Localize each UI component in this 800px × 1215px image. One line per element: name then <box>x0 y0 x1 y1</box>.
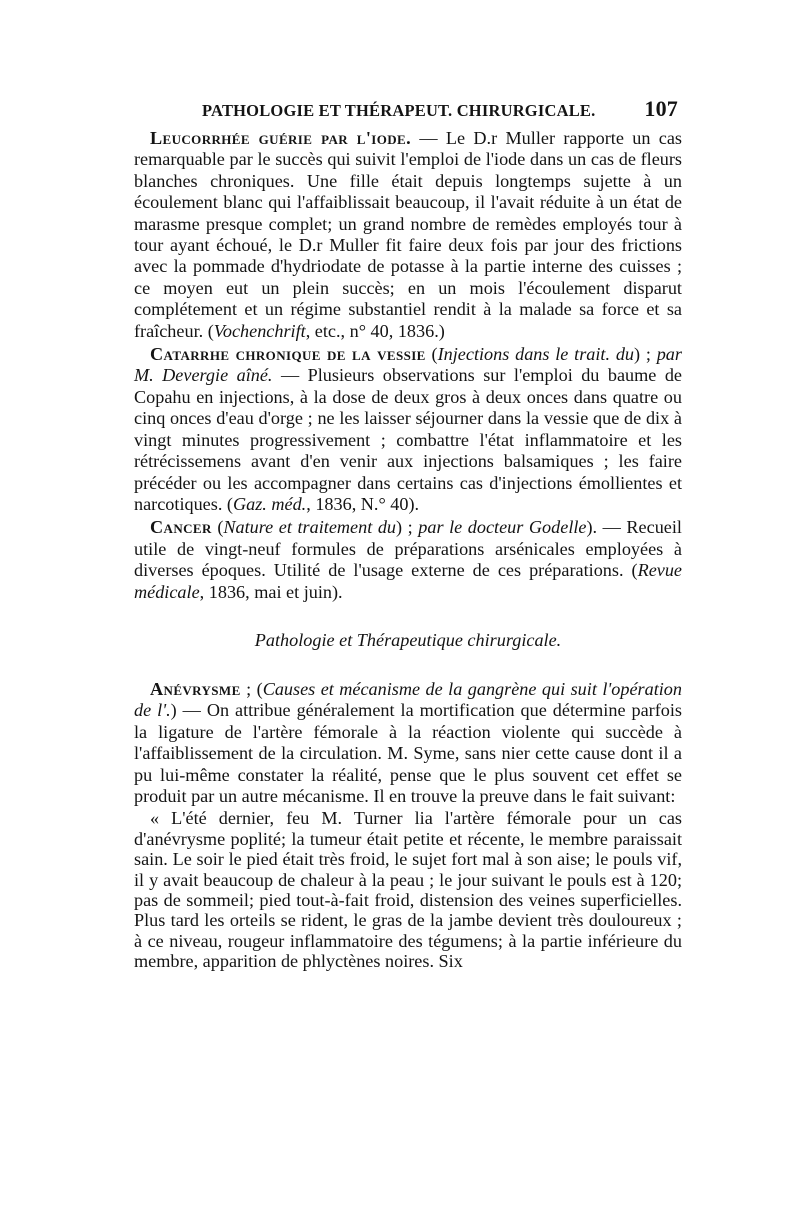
entry-subtitle: Injections dans le trait. du <box>437 344 635 365</box>
entry-term: Catarrhe chronique de la vessie <box>150 344 426 365</box>
entry-punct: ( <box>211 517 224 538</box>
paragraph-quote: « L'été dernier, feu M. Turner lia l'artère fémorale pour un cas d'anévrysme poplité; la tumeur était petite et récente, le membre paraissait sain. Le soir le pied était très froid, le sujet fort mal à son aise; le pouls vif, il y avait beaucoup de chaleur à la peau ; le jour suivant le pouls est à 120; pas de sommeil; pied tout-à-fait froid, distension des veines superficielles. Plus tard les orteils se rident, le gras de la jambe devient très douloureux ; à ce niveau, rougeur inflammatoire des tégumens; à la partie inférieure du membre, apparition de phlyctènes noires. Six <box>134 808 682 972</box>
entry-punct: ) ; <box>634 344 657 365</box>
entry-punct: ( <box>425 344 438 365</box>
paragraph-anevrysme <box>134 679 682 807</box>
entry-term: Anévrysme <box>150 678 241 699</box>
entry-subtitle: Causes et mécanisme de la gangrène qui suit l'opération de l'. <box>134 678 682 721</box>
page-number: 107 <box>644 96 678 121</box>
paragraph-catarrhe <box>134 344 682 515</box>
document-page <box>134 96 682 972</box>
running-title: PATHOLOGIE ET THÉRAPEUT. CHIRURGICALE. <box>202 101 596 120</box>
source-title: Gaz. méd. <box>232 493 307 514</box>
entry-text: ). — Recueil utile de vingt-neuf formules de préparations arsénicales employées à diverses époques. Utilité de l'usage externe de ces préparations. ( <box>134 517 682 581</box>
entry-text: — Plusieurs observations sur l'emploi du baume de Copahu en injections, à la dose de deux gros à deux onces dans quatre ou cinq onces d'eau d'orge ; ne les laisser séjourner dans la vessie que de dix à vingt minutes progressivement ; combattre l'état inflammatoire et les rétrécissemens avant d'en venir aux injections balsamiques ; les faire précéder ou les accompagner dans certains cas d'injections émollientes et narcotiques. ( <box>134 365 683 514</box>
entry-term: Cancer <box>150 517 212 538</box>
entry-author: par le docteur Godelle <box>418 517 587 538</box>
paragraph-leucorrhee <box>134 128 682 342</box>
section-heading: Pathologie et Thérapeutique chirurgicale. <box>254 629 562 650</box>
entry-punct: ; ( <box>240 678 263 699</box>
entry-author: par M. Devergie aîné. <box>134 344 682 386</box>
entry-punct: ) ; <box>396 517 419 538</box>
entry-term: Leucorrhée guérie par l'iode. <box>150 128 412 148</box>
entry-text: ) — On attribue généralement la mortification que détermine parfois la ligature de l'artère fémorale à la réaction violente qui succède à l'affaiblissement de la circulation. M. Syme, sans nier cette cause dont il a pu lui-même constater la réalité, pense que le plus souvent cet effet se produit par un autre mécanisme. Il en trouve la preuve dans le fait suivant: <box>134 700 683 806</box>
source-title: Vochenchrift <box>213 320 306 341</box>
paragraph-cancer <box>134 517 682 603</box>
source-details: , etc., n° 40, 1836.) <box>305 320 445 341</box>
entry-subtitle: Nature et traitement du <box>223 517 397 538</box>
source-title: Revue médicale <box>134 560 682 602</box>
entry-text: — Le D.r Muller rapporte un cas remarquable par le succès qui suivit l'emploi de l'iode dans un cas de fleurs blanches chroniques. Une fille était depuis longtemps sujette à un écoulement blanc qui l'affaiblissait beaucoup, il l'avait réduite à un état de marasme presque complet; un grand nombre de remèdes employés tour à tour ayant échoué, le D.r Muller fit faire deux fois par jour des frictions avec la pommade d'hydriodate de potasse à la partie interne des cuisses ; ce moyen eut un plein succès; en un mois l'écoulement disparut complétement et un régime substantiel rendit à la malade sa force et sa fraîcheur. ( <box>134 128 682 341</box>
source-details: , 1836, N.° 40). <box>306 493 420 514</box>
source-details: , 1836, mai et juin). <box>199 581 343 602</box>
page-header <box>134 96 682 126</box>
